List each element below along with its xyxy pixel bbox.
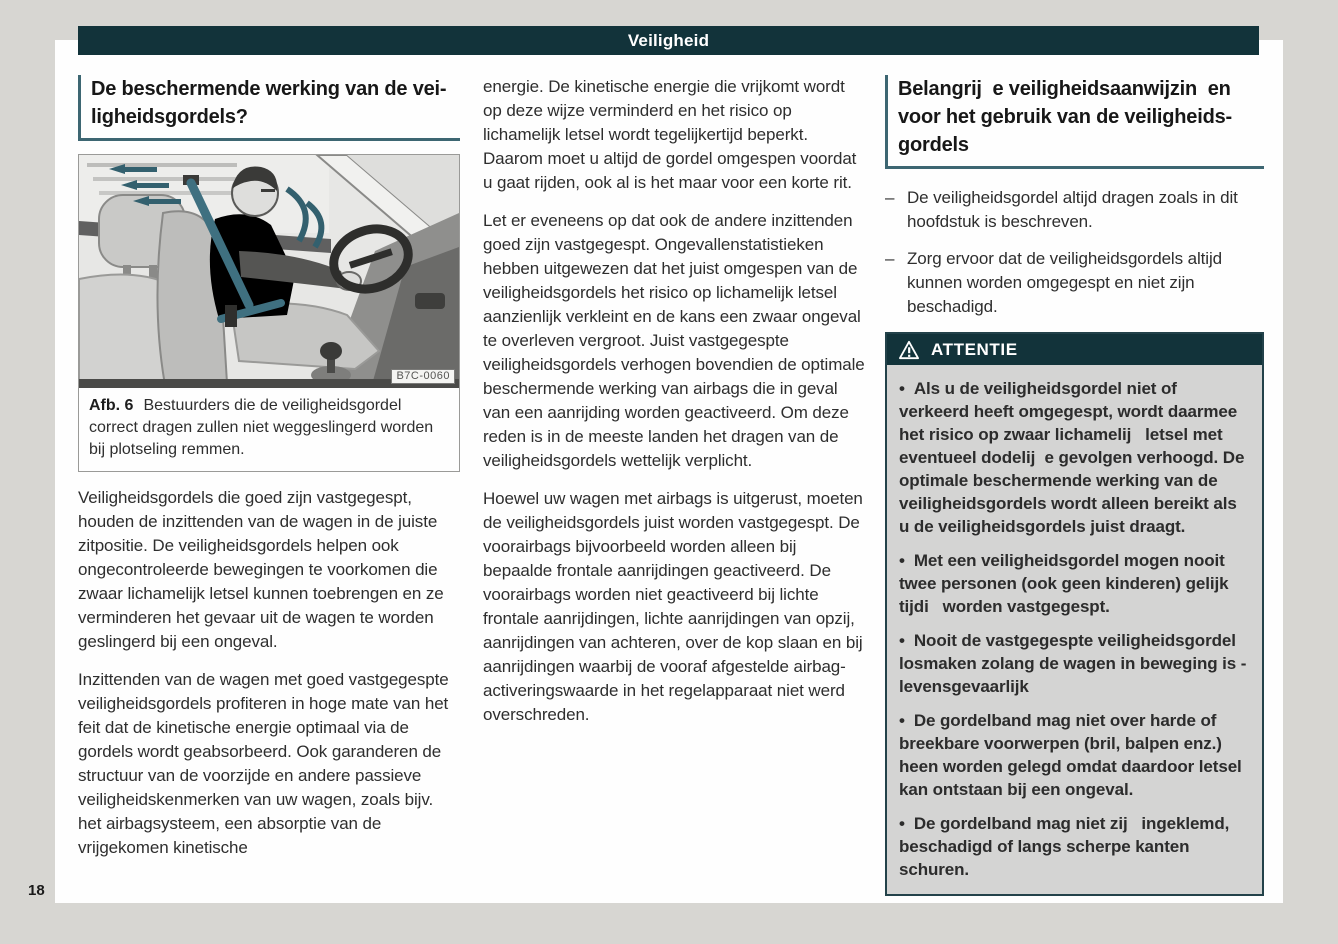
paragraph: Inzittenden van de wagen met goed vastgegespte veiligheidsgordels profiteren in hoge mate van het feit dat de kinetische energie optimaal via de gordels wordt geabsorbeerd. Ook garanderen de structuur van de voorzijde en andere passieve veiligheidskenmerken van uw wagen, zoals bijv. het airbagsysteem, een absorptie van de vrijgekomen kinetische xyxy=(78,670,449,857)
warning-text: De gordelband mag niet zij ingeklemd, beschadigd of langs scherpe kanten schuren. xyxy=(899,814,1234,879)
warning-text: Met een veiligheidsgordel mogen nooit twee personen (ook geen kinderen) gelijk tijdi worden vastgegespt. xyxy=(899,551,1234,616)
heading-line: De beschermende werking van de vei- xyxy=(91,78,447,100)
warning-item xyxy=(899,629,1250,698)
list-item xyxy=(885,247,1264,319)
section-heading-right xyxy=(885,75,1264,169)
bullet-marker: • xyxy=(899,551,905,570)
bullet-marker: • xyxy=(899,814,905,833)
heading-line: gordels xyxy=(898,134,969,156)
bullet-marker: • xyxy=(899,379,905,398)
warning-triangle-icon xyxy=(898,340,920,360)
page-number: 18 xyxy=(28,882,45,899)
chapter-title: Veiligheid xyxy=(627,30,710,50)
heading-line: ligheidsgordels? xyxy=(91,106,248,128)
car-interior-drawing xyxy=(79,155,459,388)
chapter-header-bar xyxy=(78,26,1259,55)
seatbelt-illustration xyxy=(79,155,459,388)
dash-marker: – xyxy=(885,249,895,268)
warning-item xyxy=(899,549,1250,618)
list-item xyxy=(885,186,1264,234)
figure-caption xyxy=(79,388,459,471)
column-right xyxy=(885,75,1264,896)
paragraph: Let er eveneens op dat ook de andere inzittenden goed zijn vastgegespt. Ongevallenstatistieken hebben uitgewezen dat het juist omgespen van de veiligheidsgordels het risico op lichamelijk letsel aanzienlijk verkleint en de kans een zwaar ongeval te overleven vergroot. Juist vastgegespte veiligheidsgordels verhogen bovendien de optimale beschermende werking van airbags die in geval van een aanrijding worden geactiveerd. Om deze reden is in de meeste landen het dragen van de veiligheidsgordels wettelijk verplicht. xyxy=(483,211,865,470)
column-left xyxy=(78,75,460,860)
bullet-marker: • xyxy=(899,711,905,730)
paragraph: energie. De kinetische energie die vrijkomt wordt op deze wijze verminderd en het risico op lichamelijk letsel wordt tegelijkertijd beperkt. Daarom moet u altijd de gordel omgespen voordat u gaat rijden, ook al is het maar voor een korte rit. xyxy=(483,77,857,192)
warning-item xyxy=(899,812,1250,881)
column-middle xyxy=(483,75,866,741)
list-item-text: Zorg ervoor dat de veiligheidsgordels altijd kunnen worden omgegespt en niet zijn beschadigd. xyxy=(907,249,1222,316)
attention-title: ATTENTIE xyxy=(931,339,1018,359)
section-heading-left xyxy=(78,75,460,141)
list-item-text: De veiligheidsgordel altijd dragen zoals in dit hoofdstuk is beschreven. xyxy=(907,188,1238,231)
warning-text: Als u de veiligheidsgordel niet of verkeerd heeft omgegespt, wordt daarmee het risico op zwaar lichamelij letsel met eventueel dodelij e gevolgen verhoogd. De optimale beschermende werking van de veiligheidsgordels wordt alleen bereikt als u de veiligheidsgordels juist draagt. xyxy=(899,379,1249,536)
dash-marker: – xyxy=(885,188,895,207)
figure-afb6 xyxy=(78,154,460,472)
bullet-marker: • xyxy=(899,631,905,650)
figure-caption-label: Afb. 6 xyxy=(89,397,134,414)
warning-item xyxy=(899,377,1250,538)
attention-warning-box xyxy=(885,332,1264,896)
figure-code-tag: B7C-0060 xyxy=(391,369,455,384)
warning-text: Nooit de vastgegespte veiligheidsgordel losmaken zolang de wagen in beweging is - levensgevaarlijk xyxy=(899,631,1251,696)
heading-line: Belangrij e veiligheidsaanwijzin en xyxy=(898,78,1231,100)
paragraph: Hoewel uw wagen met airbags is uitgerust, moeten de veiligheidsgordels juist worden vastgegespt. De voorairbags bijvoorbeeld worden alleen bij bepaalde frontale aanrijdingen geactiveerd. De voorairbags worden niet geactiveerd bij lichte frontale aanrijdingen, lichte aanrijdingen van opzij, aanrijdingen van achteren, over de kop slaan en bij aanrijdingen waarbij de vooraf afgestelde airbag-activeringswaarde in het regelapparaat niet werd overschreden. xyxy=(483,489,863,724)
heading-line: voor het gebruik van de veiligheids- xyxy=(898,106,1232,128)
attention-header xyxy=(887,334,1262,365)
paragraph: Veiligheidsgordels die goed zijn vastgegespt, houden de inzittenden van de wagen in de juiste zitpositie. De veiligheidsgordels helpen ook ongecontroleerde bewegingen te voorkomen die zwaar lichamelijk letsel kunnen toebrengen en ze verminderen het gevaar uit de wagen te worden geslingerd bij een ongeval. xyxy=(78,488,444,651)
attention-body xyxy=(887,365,1262,894)
warning-item xyxy=(899,709,1250,801)
warning-text: De gordelband mag niet over harde of breekbare voorwerpen (bril, balpen enz.) heen worden gelegd omdat daardoor letsel kan ontstaan bij een ongeval. xyxy=(899,711,1247,799)
dash-list xyxy=(885,186,1264,319)
figure-caption-text: Bestuurders die de veiligheidsgordel correct dragen zullen niet weggeslingerd worden bij plotseling remmen. xyxy=(89,397,434,458)
